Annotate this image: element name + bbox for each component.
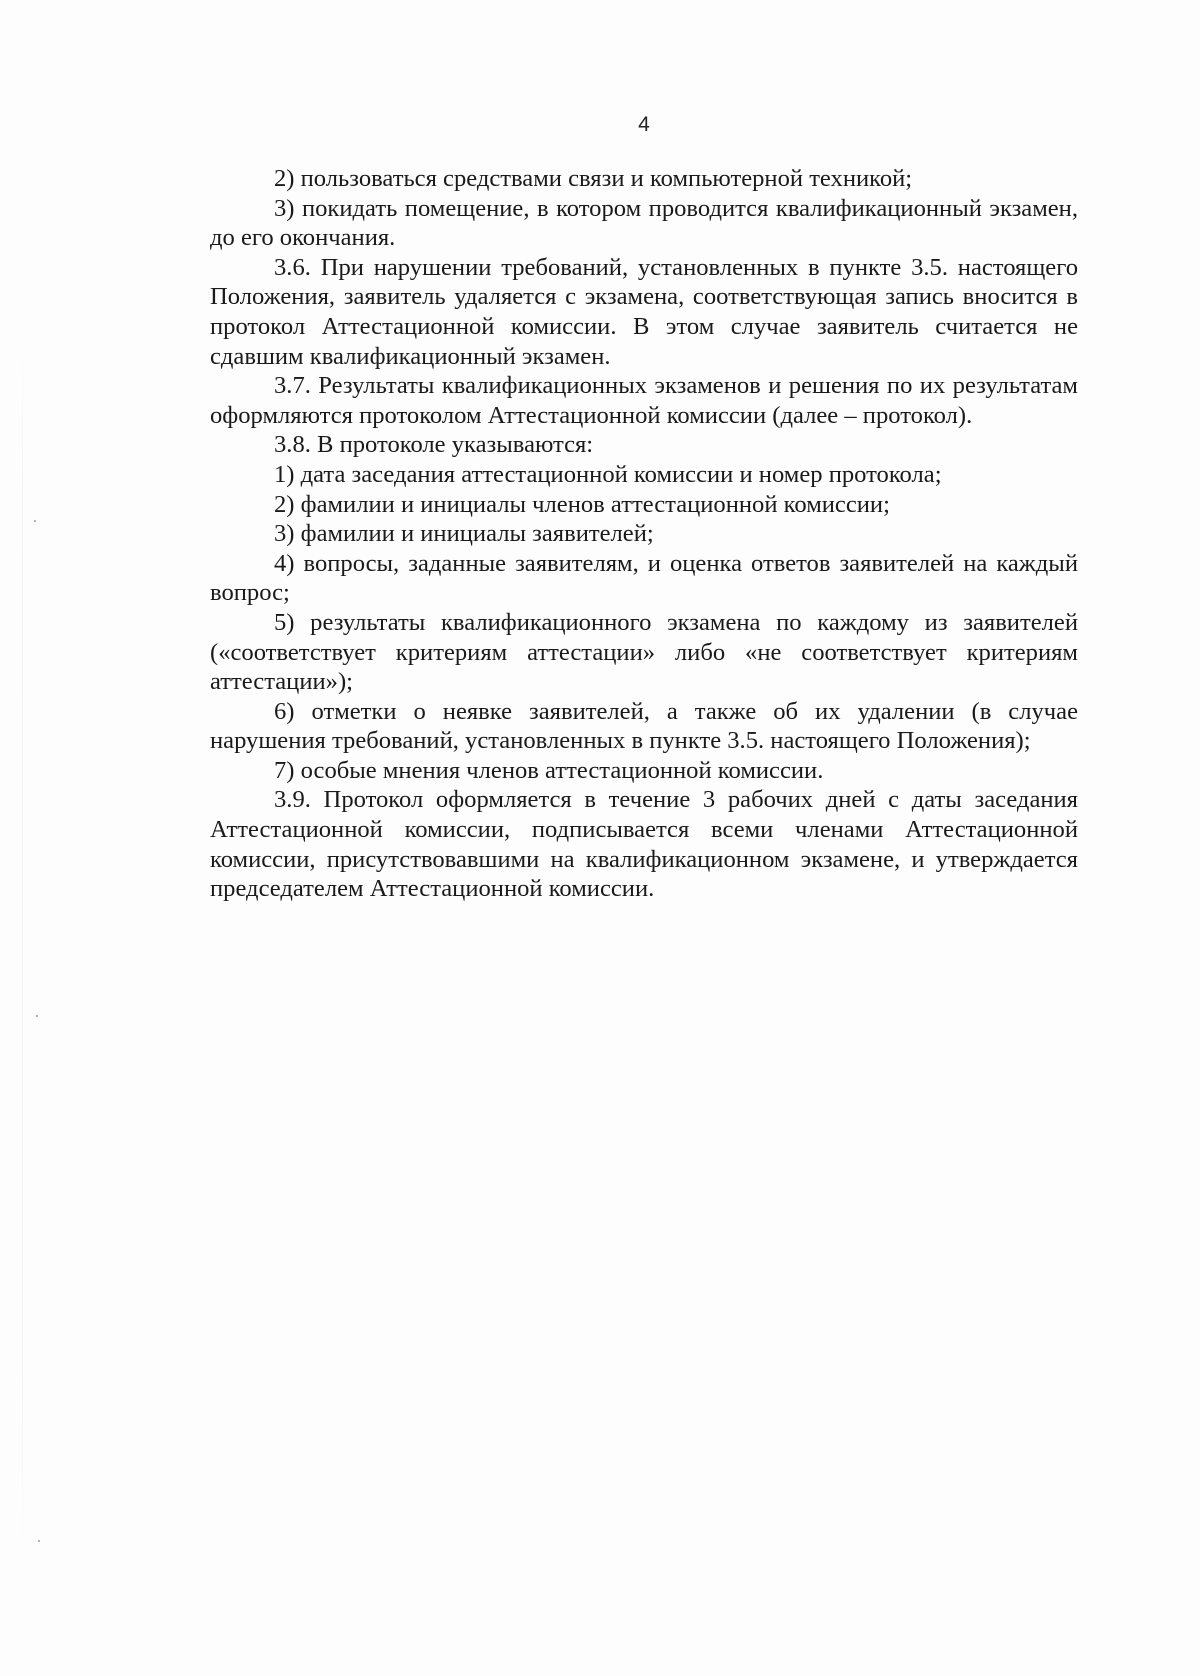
protocol-item-3: 3) фамилии и инициалы заявителей; xyxy=(274,520,654,548)
clause-3-6: 3.6. При нарушении требований, установленных в пункте 3.5. настоящего Положения, заявитель удаляется с экзамена, соответствующая запись вносится в протокол Аттестационной комиссии. В этом случае заявитель считается не сдавшим квалификационный экзамен. xyxy=(210,253,1078,370)
list-item-3-prohibition: 3) покидать помещение, в котором проводится квалификационный экзамен, до его окончания. xyxy=(210,194,1078,252)
scan-speck xyxy=(34,520,36,522)
protocol-item-6: 6) отметки о неявке заявителей, а также об их удалении (в случае нарушения требований, установленных в пункте 3.5. настоящего Положения); xyxy=(210,697,1078,755)
scan-speck xyxy=(38,1540,40,1542)
protocol-item-7: 7) особые мнения членов аттестационной комиссии. xyxy=(274,756,824,784)
protocol-item-1: 1) дата заседания аттестационной комиссии и номер протокола; xyxy=(274,460,942,488)
list-item-2-prohibition: 2) пользоваться средствами связи и компьютерной техникой; xyxy=(274,165,913,192)
scan-speck xyxy=(36,1015,38,1017)
protocol-item-5: 5) результаты квалификационного экзамена по каждому из заявителей («соответствует критериям аттестации» либо «не соответствует критериям аттестации»); xyxy=(210,608,1078,696)
clause-3-7: 3.7. Результаты квалификационных экзаменов и решения по их результатам оформляются протоколом Аттестационной комиссии (далее – протокол). xyxy=(210,372,1078,429)
document-body xyxy=(210,164,1078,904)
protocol-item-2: 2) фамилии и инициалы членов аттестационной комиссии; xyxy=(274,490,890,518)
scan-edge-shadow xyxy=(22,300,23,1600)
clause-3-8: 3.8. В протоколе указываются: xyxy=(274,431,594,459)
page-number: 4 xyxy=(638,113,650,136)
clause-3-9: 3.9. Протокол оформляется в течение 3 рабочих дней с даты заседания Аттестационной комиссии, подписывается всеми членами Аттестационной комиссии, присутствовавшими на квалификационном экзамене, и утверждается председателем Аттестационной комиссии. xyxy=(210,786,1078,903)
protocol-item-4: 4) вопросы, заданные заявителям, и оценка ответов заявителей на каждый вопрос; xyxy=(210,549,1078,607)
